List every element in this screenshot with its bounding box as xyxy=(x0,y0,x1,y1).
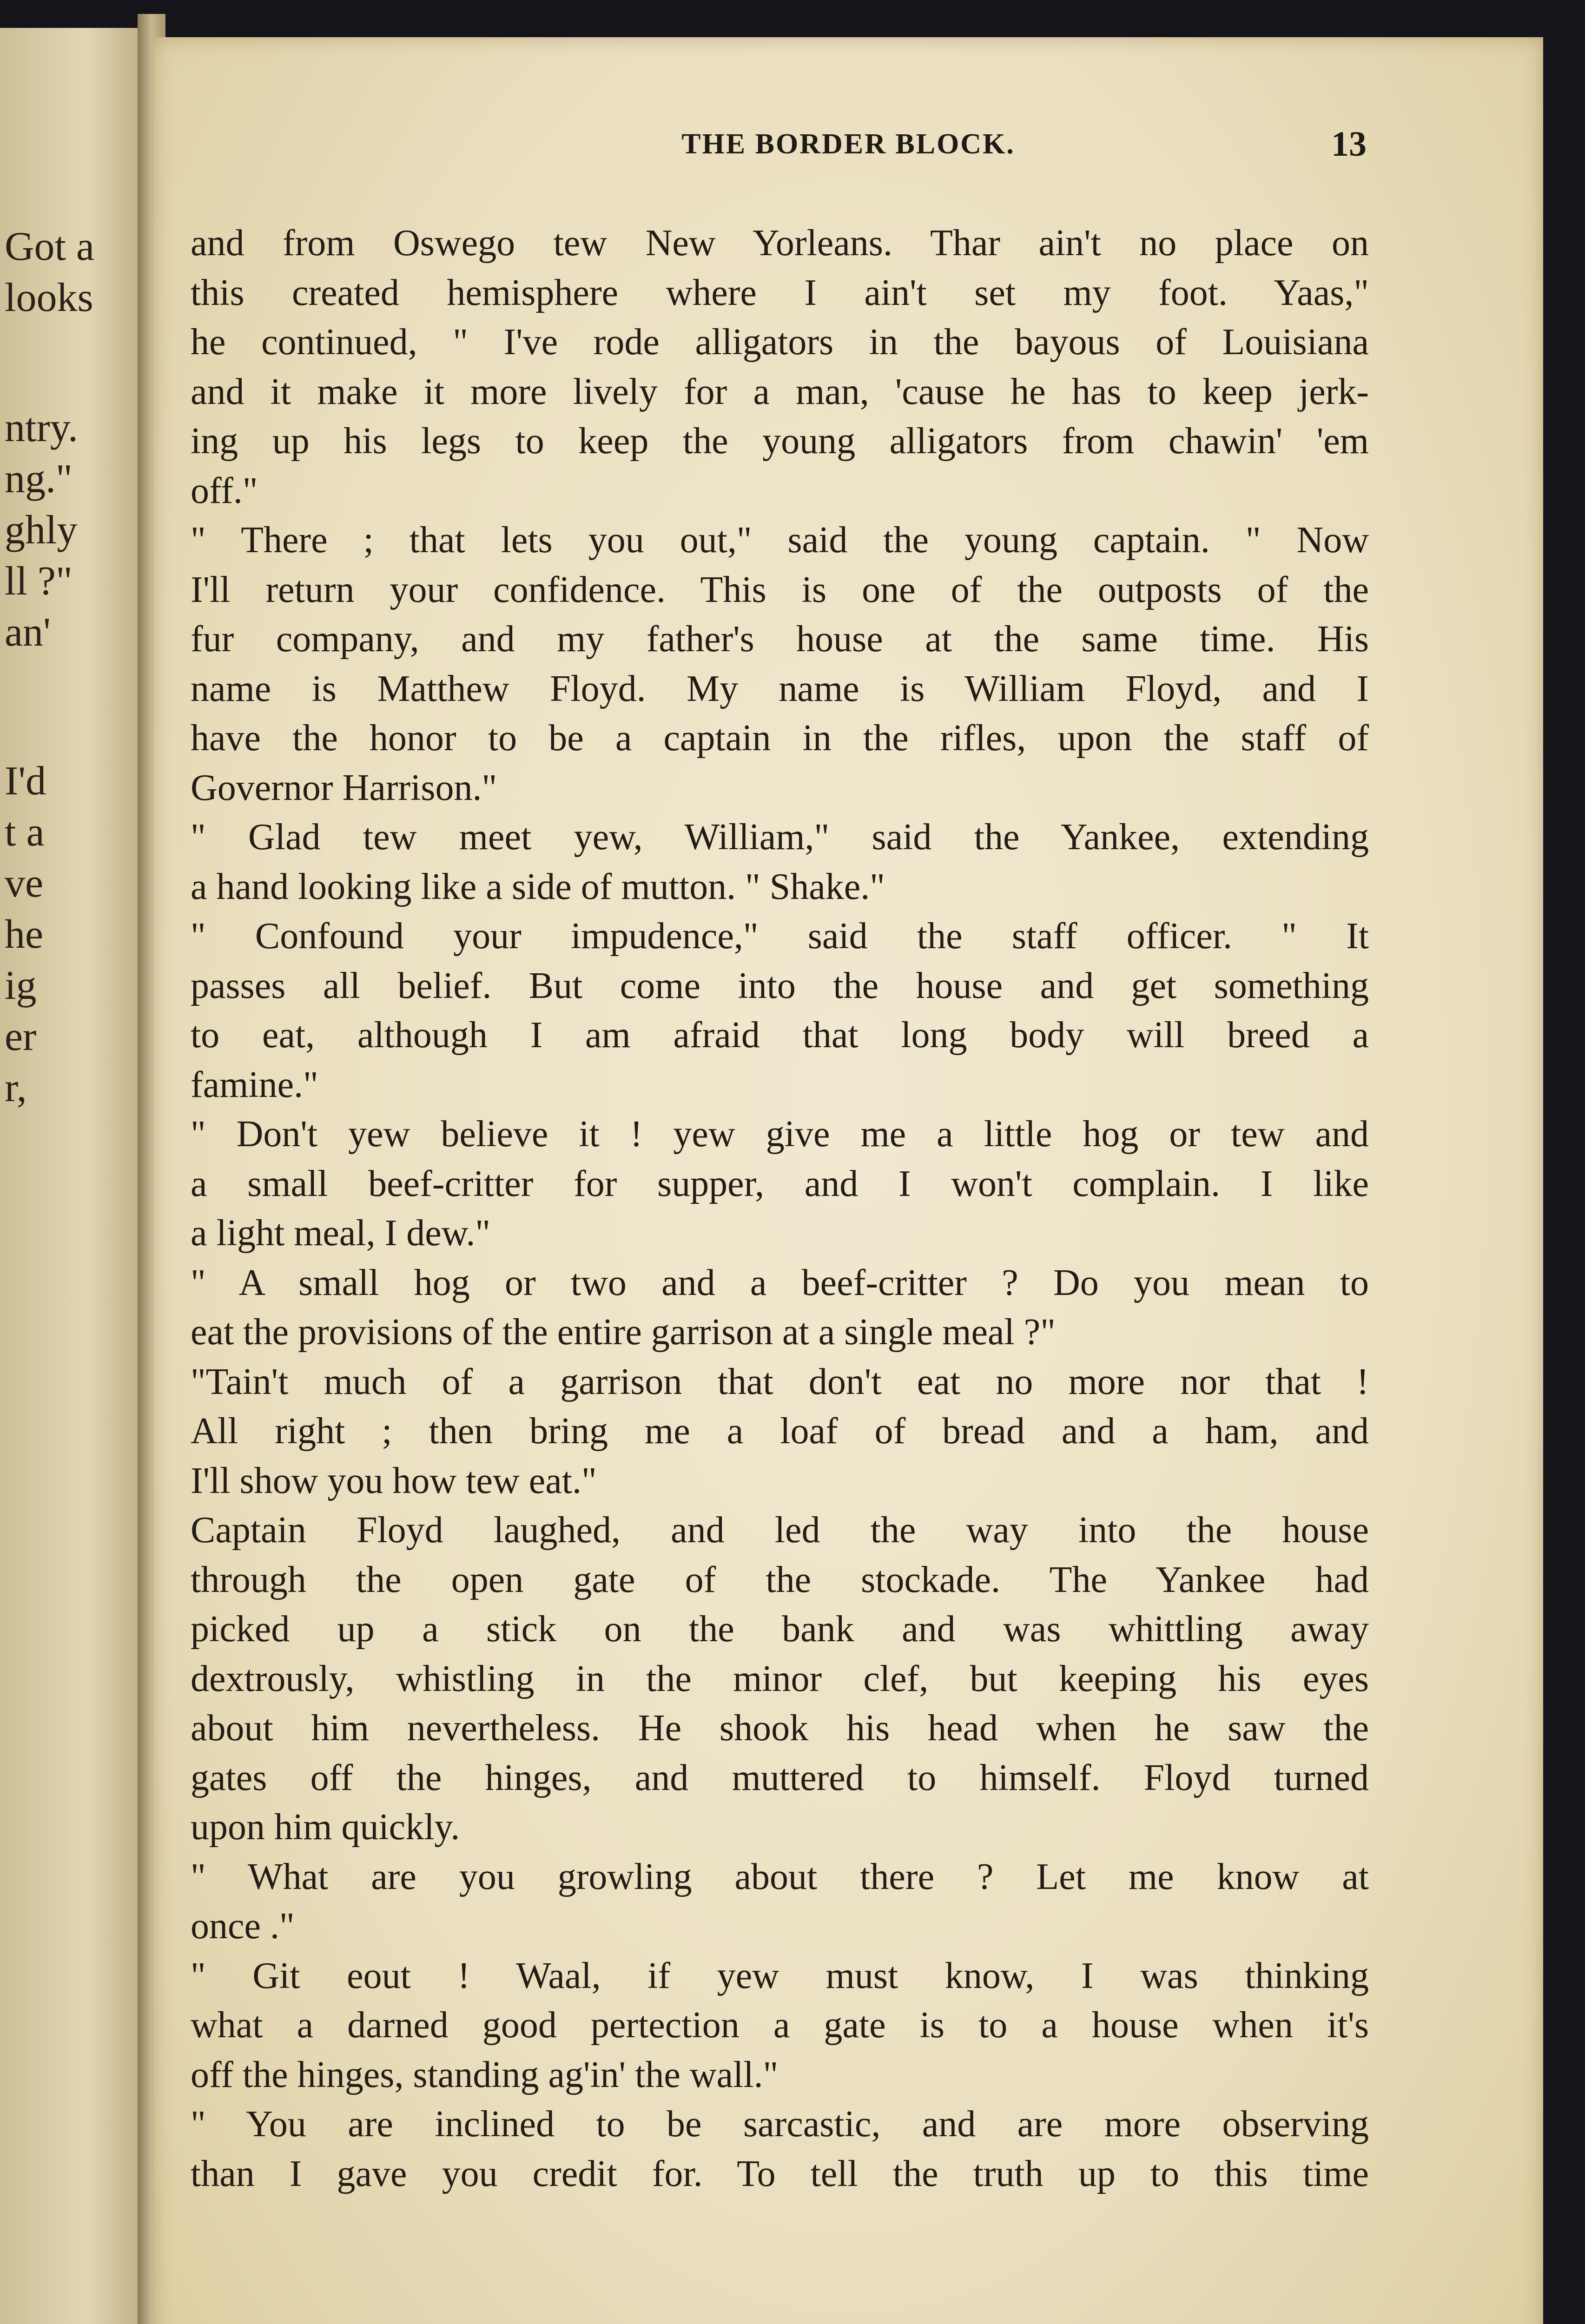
text-line: passes all belief. But come into the house and get something xyxy=(191,965,1369,1006)
text-line: a light meal, I dew." xyxy=(191,1213,491,1254)
text-line: name is Matthew Floyd. My name is William Floyd, and I xyxy=(191,668,1369,709)
text-line: " What are you growling about there ? Let me know at xyxy=(191,1856,1369,1897)
text-line: " A small hog or two and a beef-critter ? Do you mean to xyxy=(191,1262,1369,1303)
text-line: Governor Harrison." xyxy=(191,767,497,808)
left-page-edge xyxy=(0,28,144,2324)
left-page-fragment: t a xyxy=(5,810,45,855)
left-page-fragment: he xyxy=(5,912,44,957)
body-text xyxy=(191,218,1369,2199)
text-line: off." xyxy=(191,470,258,511)
text-line: a small beef-critter for supper, and I won't complain. I like xyxy=(191,1163,1369,1204)
left-page-fragment: I'd xyxy=(5,759,46,804)
running-head xyxy=(153,125,1543,170)
text-line: All right ; then bring me a loaf of bread and a ham, and xyxy=(191,1411,1369,1452)
text-line: and it make it more lively for a man, 'cause he has to keep jerk- xyxy=(191,371,1369,412)
book-page xyxy=(153,37,1543,2324)
text-line: " Don't yew believe it ! yew give me a little hog or tew and xyxy=(191,1114,1369,1155)
text-line: ing up his legs to keep the young alligators from chawin' 'em xyxy=(191,421,1369,462)
text-line: " Confound your impudence," said the staff officer. " It xyxy=(191,916,1369,957)
page-number: 13 xyxy=(1331,125,1367,164)
text-line: " Glad tew meet yew, William," said the Yankee, extending xyxy=(191,817,1369,858)
text-line: " You are inclined to be sarcastic, and are more observing xyxy=(191,2104,1369,2145)
text-line: Captain Floyd laughed, and led the way into the house xyxy=(191,1510,1369,1551)
left-page-fragment: looks xyxy=(5,275,93,320)
left-page-fragment: r, xyxy=(5,1065,27,1110)
text-line: what a darned good pertection a gate is to a house when it's xyxy=(191,2005,1369,2046)
text-line: " There ; that lets you out," said the young captain. " Now xyxy=(191,520,1369,561)
left-page-fragment: ntry. xyxy=(5,405,79,450)
text-line: to eat, although I am afraid that long body will breed a xyxy=(191,1015,1369,1056)
text-line: have the honor to be a captain in the rifles, upon the staff of xyxy=(191,718,1369,759)
text-line: gates off the hinges, and muttered to himself. Floyd turned xyxy=(191,1757,1369,1798)
text-line: I'll show you how tew eat." xyxy=(191,1460,597,1501)
text-line: "Tain't much of a garrison that don't eat no more nor that ! xyxy=(191,1361,1369,1402)
text-line: " Git eout ! Waal, if yew must know, I was thinking xyxy=(191,1955,1369,1996)
text-line: a hand looking like a side of mutton. " Shake." xyxy=(191,866,885,907)
text-line: about him nevertheless. He shook his head when he saw the xyxy=(191,1708,1369,1749)
text-line: I'll return your confidence. This is one of the outposts of the xyxy=(191,569,1369,610)
left-page-fragment: an' xyxy=(5,610,51,655)
left-page-fragment: ll ?" xyxy=(5,559,73,604)
text-line: and from Oswego tew New Yorleans. Thar ain't no place on xyxy=(191,223,1369,264)
left-page-fragment: ng." xyxy=(5,456,73,502)
text-line: dextrously, whistling in the minor clef, but keeping his eyes xyxy=(191,1658,1369,1699)
text-line: off the hinges, standing ag'in' the wall." xyxy=(191,2054,779,2095)
running-title: THE BORDER BLOCK. xyxy=(681,128,1015,160)
left-page-fragment: ig xyxy=(5,963,37,1008)
text-line: he continued, " I've rode alligators in the bayous of Louisiana xyxy=(191,322,1369,363)
text-line: fur company, and my father's house at the same time. His xyxy=(191,619,1369,660)
left-page-fragment: ve xyxy=(5,861,44,906)
left-page-fragment: Got a xyxy=(5,224,95,269)
text-line: eat the provisions of the entire garrison at a single meal ?" xyxy=(191,1312,1056,1353)
text-line: than I gave you credit for. To tell the truth up to this time xyxy=(191,2153,1369,2194)
left-page-fragment: ghly xyxy=(5,508,78,553)
text-line: picked up a stick on the bank and was whittling away xyxy=(191,1609,1369,1650)
text-line: upon him quickly. xyxy=(191,1807,460,1848)
text-line: once ." xyxy=(191,1906,295,1947)
text-line: this created hemisphere where I ain't set my foot. Yaas," xyxy=(191,272,1369,313)
text-line: through the open gate of the stockade. The Yankee had xyxy=(191,1559,1369,1600)
left-page-fragment: er xyxy=(5,1014,37,1059)
text-line: famine." xyxy=(191,1064,318,1105)
